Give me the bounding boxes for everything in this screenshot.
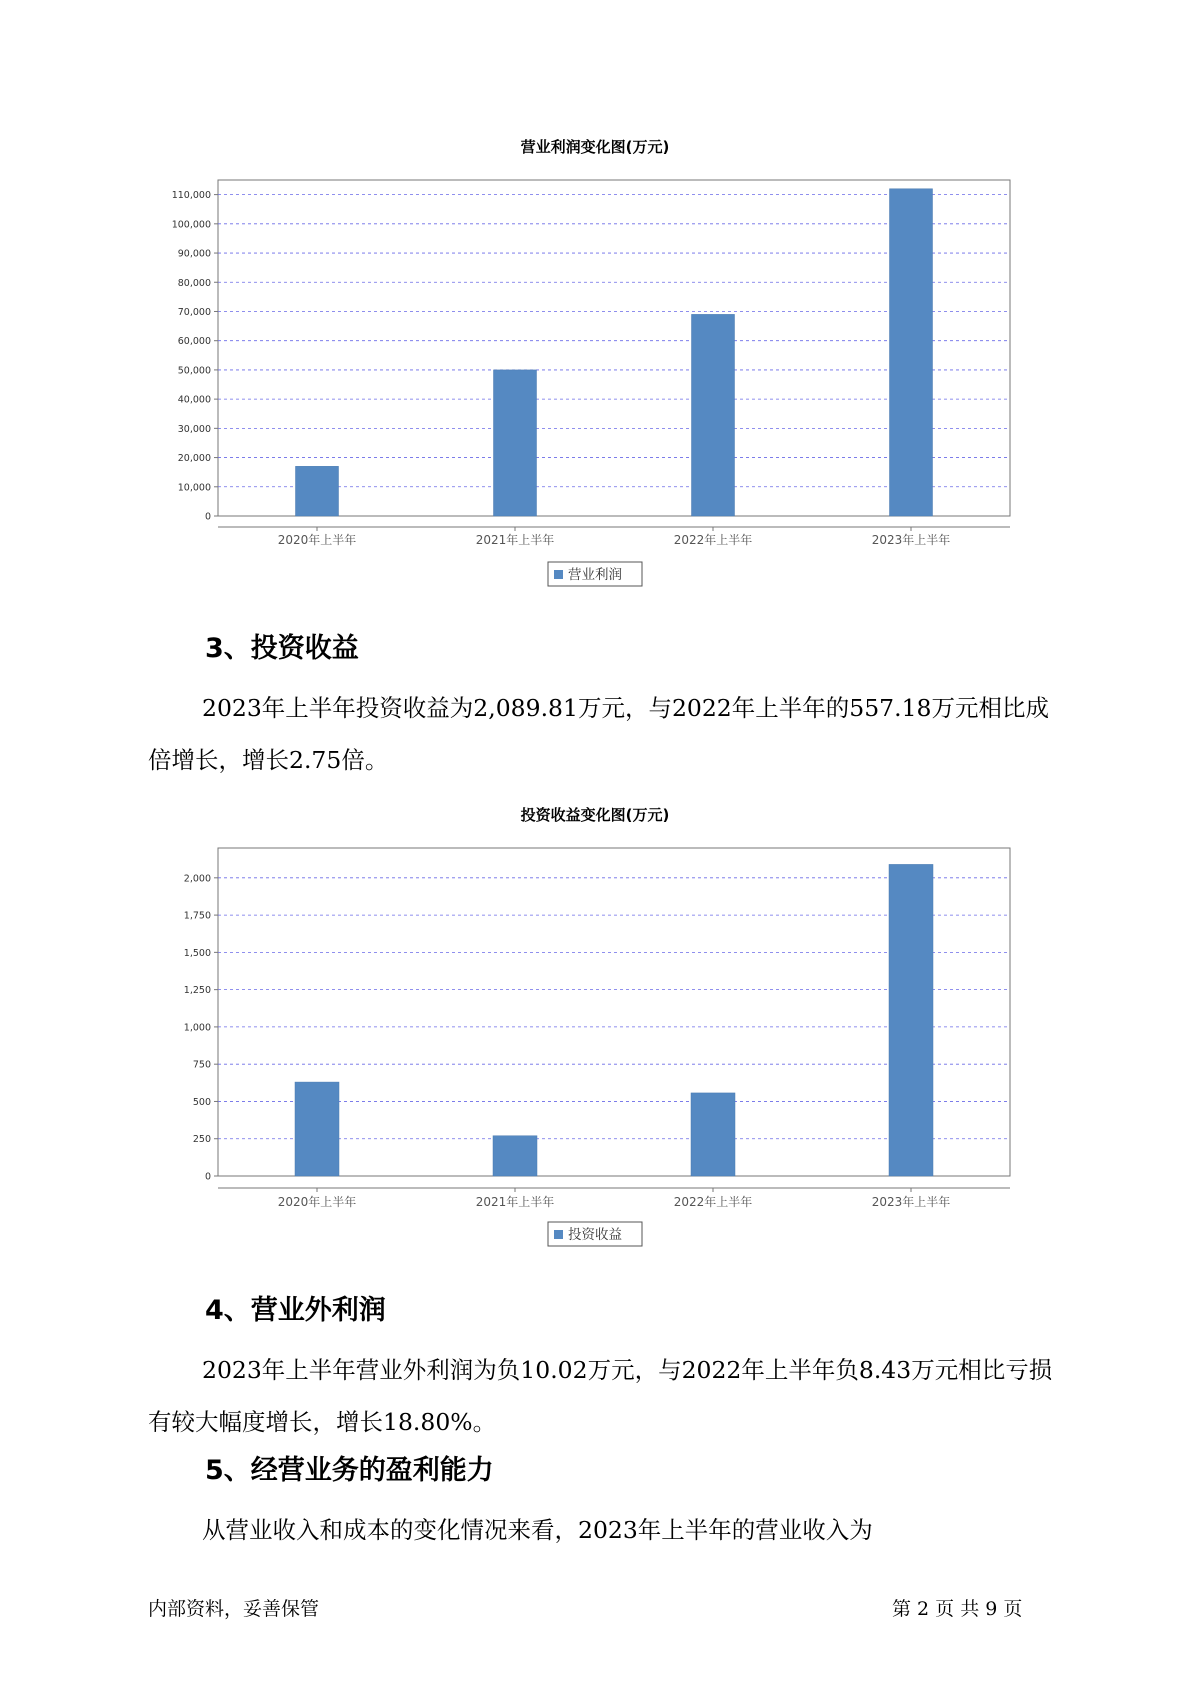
section-3-heading: 3、投资收益 [205, 633, 359, 664]
footer-page-number: 第 2 页 共 9 页 [892, 1598, 1023, 1620]
chart1-bar-3 [692, 314, 735, 516]
chart1-y-tick-label: 110,000 [171, 190, 211, 202]
chart2-y-tick-label: 500 [192, 1096, 211, 1108]
section-5-paragraph: 从营业收入和成本的变化情况来看，2023年上半年的营业收入为 [202, 1516, 873, 1544]
chart2-bar-2 [493, 1136, 537, 1176]
section-4-paragraph: 2023年上半年营业外利润为负10.02万元，与2022年上半年负8.43万元相比亏损有较大幅度增长，增长18.80%。 [148, 1356, 1053, 1436]
chart1-x-tick-label: 2022年上半年 [673, 533, 753, 547]
chart2-x-tick-label: 2021年上半年 [475, 1195, 555, 1209]
chart1-y-tick-label: 80,000 [177, 277, 211, 289]
chart2-y-tick-label: 1,000 [183, 1022, 211, 1034]
chart1-y-tick-label: 20,000 [177, 453, 211, 465]
chart2-y-tick-label: 0 [204, 1171, 211, 1183]
chart2-bar-3 [691, 1093, 735, 1176]
chart1-y-tick-label: 40,000 [177, 394, 211, 406]
chart1-bar-1 [296, 466, 339, 516]
chart2-y-tick-label: 1,750 [183, 910, 211, 922]
chart2-y-tick-label: 1,250 [183, 985, 211, 997]
chart1-y-tick-label: 100,000 [171, 219, 211, 231]
chart2-legend-label: 投资收益 [568, 1227, 622, 1243]
chart2-x-tick-label: 2022年上半年 [673, 1195, 753, 1209]
operating-profit-chart-svg [0, 130, 1191, 590]
section-3-paragraph: 2023年上半年投资收益为2,089.81万元，与2022年上半年的557.18万元相比成倍增长，增长2.75倍。 [148, 694, 1049, 774]
chart1-y-tick-label: 30,000 [177, 423, 211, 435]
chart1-bar-2 [494, 370, 537, 516]
investment-income-chart-svg [0, 800, 1191, 1250]
chart2-x-tick-label: 2020年上半年 [277, 1195, 357, 1209]
chart2-y-tick-label: 2,000 [183, 873, 211, 885]
chart1-legend-swatch [554, 570, 563, 579]
chart1-y-tick-label: 60,000 [177, 336, 211, 348]
investment-income-chart [0, 800, 1191, 1250]
chart2-y-tick-label: 1,500 [183, 947, 211, 959]
chart2-title: 投资收益变化图(万元) [520, 806, 670, 824]
chart1-bar-4 [890, 189, 933, 516]
footer-left: 内部资料，妥善保管 [148, 1598, 320, 1620]
chart1-legend-label: 营业利润 [568, 567, 622, 583]
chart1-title: 营业利润变化图(万元) [520, 138, 670, 156]
chart2-bar-4 [889, 864, 933, 1176]
section-5-heading: 5、经营业务的盈利能力 [205, 1455, 494, 1486]
chart2-bar-1 [295, 1082, 339, 1176]
chart2-y-tick-label: 250 [192, 1134, 211, 1146]
operating-profit-chart [0, 130, 1191, 590]
chart1-y-tick-label: 90,000 [177, 248, 211, 260]
chart1-x-tick-label: 2021年上半年 [475, 533, 555, 547]
chart1-y-tick-label: 0 [204, 511, 211, 523]
chart1-y-tick-label: 50,000 [177, 365, 211, 377]
chart1-x-tick-label: 2023年上半年 [871, 533, 951, 547]
chart2-x-tick-label: 2023年上半年 [871, 1195, 951, 1209]
chart1-y-tick-label: 10,000 [177, 482, 211, 494]
section-4-heading: 4、营业外利润 [205, 1295, 386, 1326]
chart2-legend-swatch [554, 1230, 563, 1239]
chart2-y-tick-label: 750 [192, 1059, 211, 1071]
chart1-y-tick-label: 70,000 [177, 306, 211, 318]
chart1-x-tick-label: 2020年上半年 [277, 533, 357, 547]
